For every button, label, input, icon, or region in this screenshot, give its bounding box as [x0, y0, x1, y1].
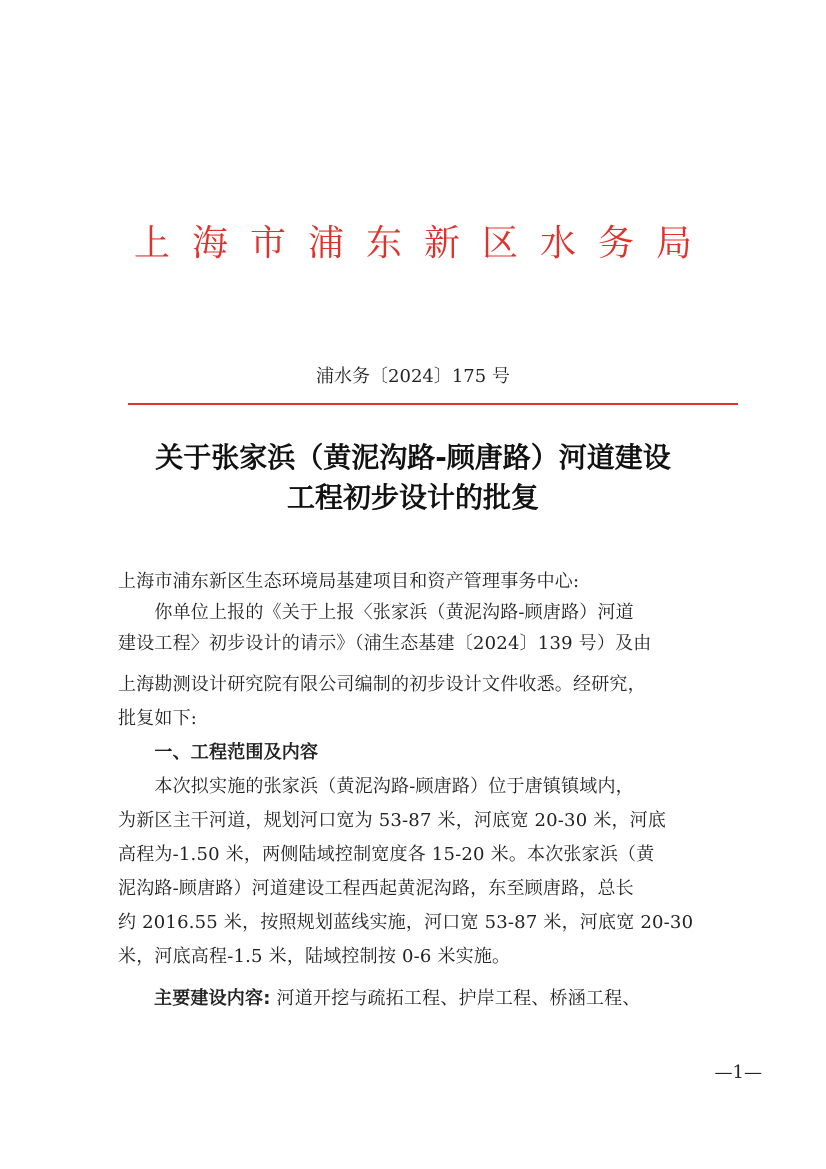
- section-1-heading: 一、工程范围及内容: [118, 742, 319, 763]
- red-divider-line: [128, 403, 738, 405]
- main-content-line: [118, 983, 758, 1014]
- main-content-text: 河道开挖与疏拓工程、护岸工程、桥涵工程、: [270, 988, 641, 1009]
- paragraph-2-line-2: 为新区主干河道，规划河口宽为 53-87 米，河底宽 20-30 米，河底: [118, 810, 667, 831]
- paragraph-2-line-6: 米，河底高程-1.5 米，陆域控制按 0-6 米实施。: [118, 946, 511, 967]
- main-content-label: 主要建设内容:: [154, 988, 271, 1009]
- recipient: 上海市浦东新区生态环境局基建项目和资产管理事务中心:: [118, 571, 580, 592]
- paragraph-2-line-5: 约 2016.55 米，按照规划蓝线实施，河口宽 53-87 米，河底宽 20-30: [118, 912, 694, 933]
- paragraph-1-line-2: 建设工程〉初步设计的请示》（浦生态基建〔2024〕139 号）及由: [118, 633, 652, 654]
- issuing-organization: 上海市浦东新区水务局: [133, 223, 714, 264]
- page-number: —1—: [714, 1062, 762, 1083]
- document-title-line-1: 关于张家浜（黄泥沟路-顾唐路）河道建设: [155, 441, 671, 474]
- paragraph-1-line-4: 批复如下:: [118, 708, 198, 729]
- document-number: 浦水务〔2024〕175 号: [316, 366, 510, 387]
- paragraph-1-line-1: 你单位上报的《关于上报〈张家浜（黄泥沟路-顾唐路）河道: [118, 602, 634, 623]
- paragraph-2-line-3: 高程为-1.50 米，两侧陆域控制宽度各 15-20 米。本次张家浜（黄: [118, 844, 655, 865]
- paragraph-1-line-3: 上海勘测设计研究院有限公司编制的初步设计文件收悉。经研究，: [118, 674, 646, 695]
- paragraph-2-line-4: 泥沟路-顾唐路）河道建设工程西起黄泥沟路，东至顾唐路，总长: [118, 878, 634, 899]
- document-title-line-2: 工程初步设计的批复: [286, 481, 539, 514]
- paragraph-2-line-1: 本次拟实施的张家浜（黄泥沟路-顾唐路）位于唐镇镇域内，: [118, 776, 634, 797]
